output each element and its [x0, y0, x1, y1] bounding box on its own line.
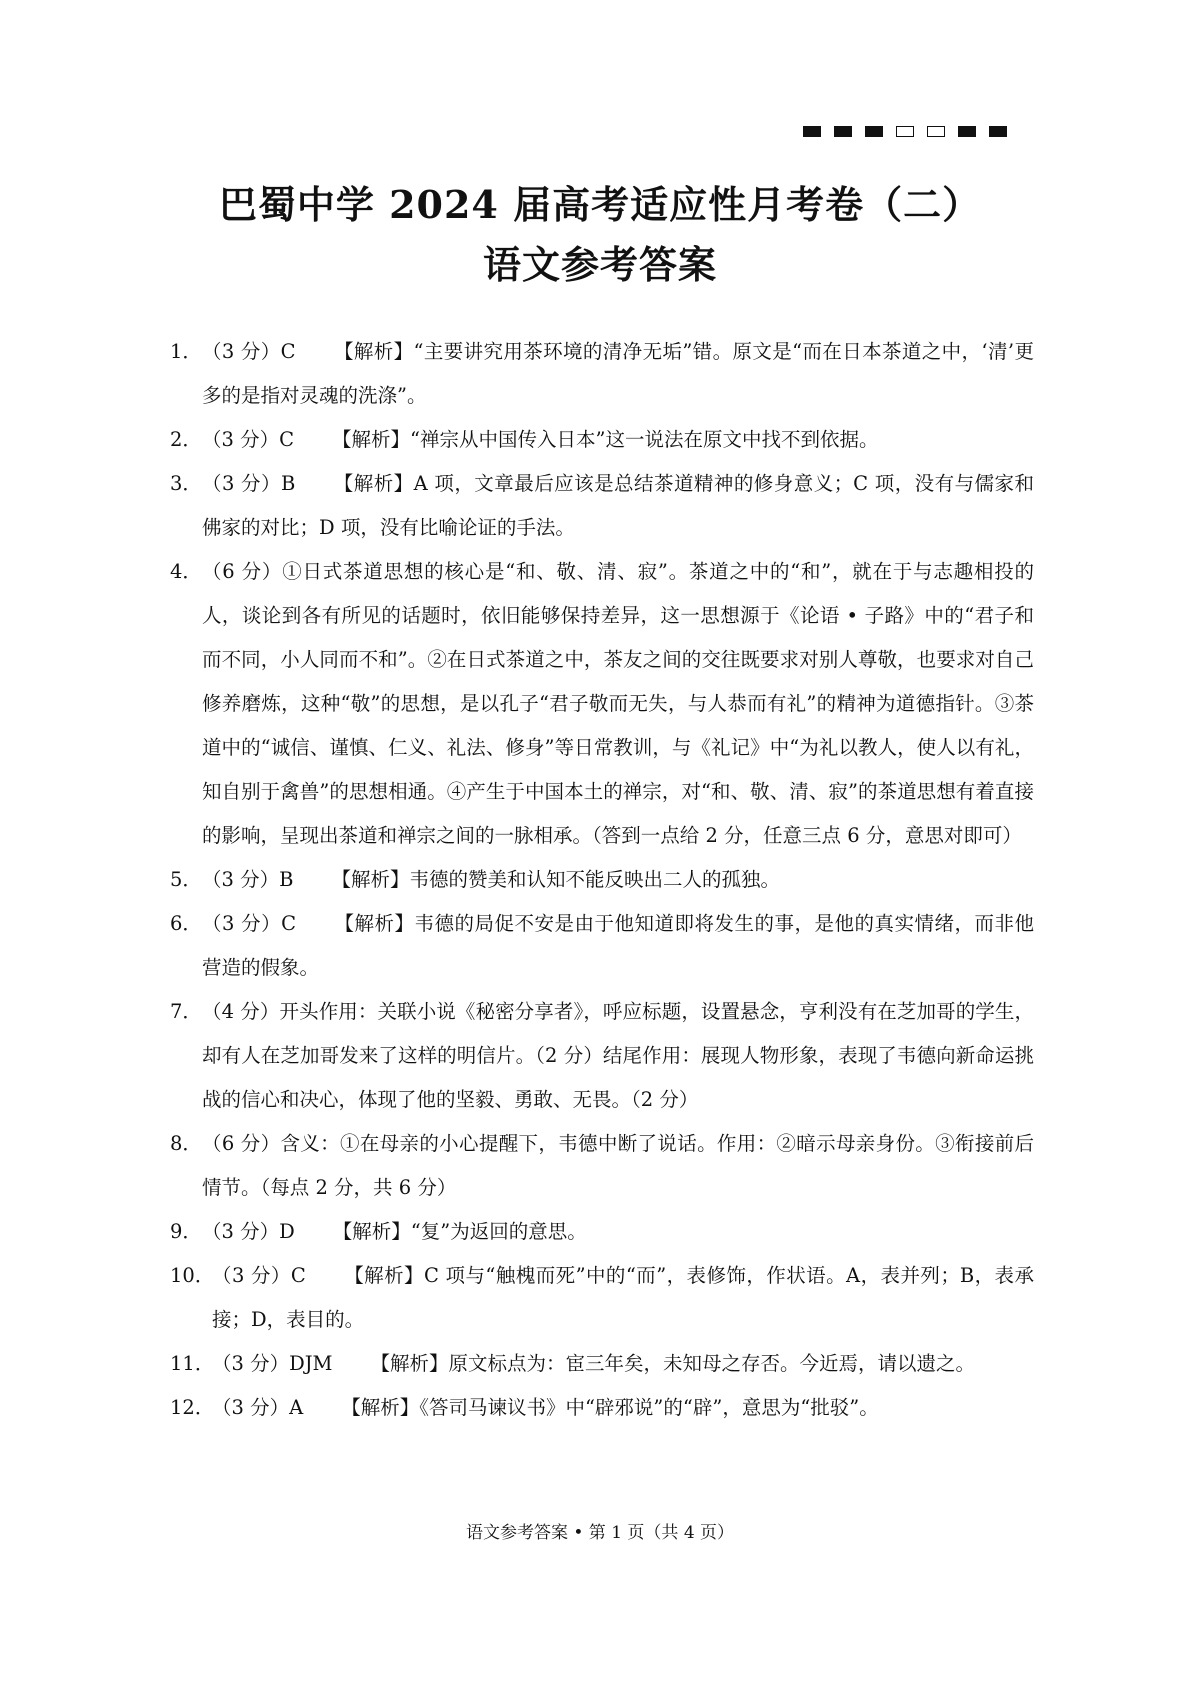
mark-filled — [958, 126, 976, 137]
answer-score: （3 分）C — [212, 1264, 306, 1287]
answer-text: 开头作用：关联小说《秘密分享者》，呼应标题，设置悬念，亨利没有在芝加哥的学生，却有人在芝加哥发来了这样的明信片。（2 分）结尾作用：展现人物形象，表现了韦德向新命运挑战的信心和决心，体现了他的坚毅、勇敢、无畏。（2 分） — [202, 1000, 1034, 1111]
answer-item-11 — [170, 1342, 1034, 1386]
answer-number: 3． — [170, 472, 202, 495]
answer-list — [170, 330, 1034, 1430]
answer-text: 韦德的赞美和认知不能反映出二人的孤独。 — [409, 868, 780, 891]
corner-marks — [803, 126, 1007, 137]
answer-score: （3 分）B — [202, 868, 294, 891]
answer-item-8 — [170, 1122, 1034, 1210]
answer-body — [212, 1342, 1034, 1386]
answer-number: 5． — [170, 868, 202, 891]
answer-number: 8． — [170, 1132, 202, 1155]
answer-text: 原文标点为：宦三年矣，未知母之存否。今近焉，请以遗之。 — [448, 1352, 976, 1375]
analysis-label: 【解析】 — [370, 1352, 449, 1375]
answer-body — [202, 990, 1034, 1122]
analysis-label: 【解析】 — [333, 472, 414, 495]
mark-filled — [989, 126, 1007, 137]
answer-item-2 — [170, 418, 1034, 462]
answer-score: （6 分） — [202, 1132, 281, 1155]
answer-number: 7． — [170, 1000, 202, 1023]
page-footer: 语文参考答案 • 第 1 页（共 4 页） — [465, 1523, 735, 1543]
answer-body — [202, 550, 1034, 858]
analysis-label: 【解析】 — [341, 1396, 420, 1419]
answer-body — [202, 1210, 1034, 1254]
answer-number: 10． — [170, 1264, 215, 1287]
answer-text: ①日式茶道思想的核心是“和、敬、清、寂”。茶道之中的“和”，就在于与志趣相投的人，谈论到各有所见的话题时，依旧能够保持差异，这一思想源于《论语 • 子路》中的“君子和而不同，小人同而不和”。②在日式茶道之中，茶友之间的交往既要求对别人尊敬，也要求对自己修养磨炼，这种“敬”的思想，是以孔子“君子敬而无失，与人恭而有礼”的精神为道德指针。③茶道中的“诚信、谨慎、仁义、礼法、修身”等日常教训，与《礼记》中“为礼以教人，使人以有礼，知自别于禽兽”的思想相通。④产生于中国本土的禅宗，对“和、敬、清、寂”的茶道思想有着直接的影响，呈现出茶道和禅宗之间的一脉相承。（答到一点给 2 分，任意三点 6 分，意思对即可） — [202, 560, 1034, 847]
answer-number: 11． — [170, 1352, 215, 1375]
document-subtitle: 语文参考答案 — [482, 242, 717, 287]
answer-score: （3 分）DJM — [212, 1352, 333, 1375]
answer-score: （6 分） — [202, 560, 283, 583]
answer-text: A 项，文章最后应该是总结茶道精神的修身意义；C 项，没有与儒家和佛家的对比；D 项，没有比喻论证的手法。 — [202, 472, 1034, 539]
answer-item-12 — [170, 1386, 1034, 1430]
answer-item-6 — [170, 902, 1034, 990]
answer-text: “复”为返回的意思。 — [410, 1220, 587, 1243]
answer-number: 2． — [170, 428, 202, 451]
mark-hollow — [896, 126, 914, 137]
answer-score: （3 分）C — [202, 428, 295, 451]
analysis-label: 【解析】 — [332, 428, 411, 451]
answer-body — [202, 418, 1034, 462]
answer-score: （3 分）C — [202, 912, 297, 935]
answer-item-10 — [170, 1254, 1034, 1342]
answer-text: 韦德的局促不安是由于他知道即将发生的事，是他的真实情绪，而非他营造的假象。 — [202, 912, 1034, 979]
answer-score: （4 分） — [202, 1000, 280, 1023]
answer-body — [202, 462, 1034, 550]
answer-body — [202, 858, 1034, 902]
analysis-label: 【解析】 — [332, 1220, 411, 1243]
mark-hollow — [927, 126, 945, 137]
answer-body — [202, 330, 1034, 418]
analysis-label: 【解析】 — [343, 1264, 424, 1287]
mark-filled — [865, 126, 883, 137]
document-title: 巴蜀中学 2024 届高考适应性月考卷（二） — [218, 182, 982, 227]
answer-body — [202, 1122, 1034, 1210]
answer-item-1 — [170, 330, 1034, 418]
answer-item-3 — [170, 462, 1034, 550]
answer-text: 含义：①在母亲的小心提醒下，韦德中断了说话。作用：②暗示母亲身份。③衔接前后情节。（每点 2 分，共 6 分） — [202, 1132, 1034, 1199]
answer-number: 6． — [170, 912, 202, 935]
answer-text: “禅宗从中国传入日本”这一说法在原文中找不到依据。 — [410, 428, 879, 451]
analysis-label: 【解析】 — [333, 340, 414, 363]
answer-number: 9． — [170, 1220, 202, 1243]
answer-number: 12． — [170, 1396, 215, 1419]
answer-score: （3 分）B — [202, 472, 296, 495]
answer-text: 《答司马谏议书》中“辟邪说”的“辟”，意思为“批驳”。 — [419, 1396, 879, 1419]
mark-filled — [803, 126, 821, 137]
answer-item-5 — [170, 858, 1034, 902]
answer-body — [202, 902, 1034, 990]
answer-body — [212, 1254, 1034, 1342]
answer-item-9 — [170, 1210, 1034, 1254]
answer-body — [212, 1386, 1034, 1430]
answer-score: （3 分）D — [202, 1220, 295, 1243]
answer-text: C 项与“触槐而死”中的“而”，表修饰，作状语。A，表并列；B，表承接；D，表目的。 — [212, 1264, 1034, 1331]
answer-item-7 — [170, 990, 1034, 1122]
answer-number: 1． — [170, 340, 202, 363]
answer-text: “主要讲究用茶环境的清净无垢”错。原文是“而在日本茶道之中，‘清’更多的是指对灵魂的洗涤”。 — [202, 340, 1034, 407]
analysis-label: 【解析】 — [331, 868, 410, 891]
answer-score: （3 分）C — [202, 340, 296, 363]
answer-item-4 — [170, 550, 1034, 858]
answer-number: 4． — [170, 560, 202, 583]
analysis-label: 【解析】 — [334, 912, 415, 935]
answer-score: （3 分）A — [212, 1396, 304, 1419]
mark-filled — [834, 126, 852, 137]
